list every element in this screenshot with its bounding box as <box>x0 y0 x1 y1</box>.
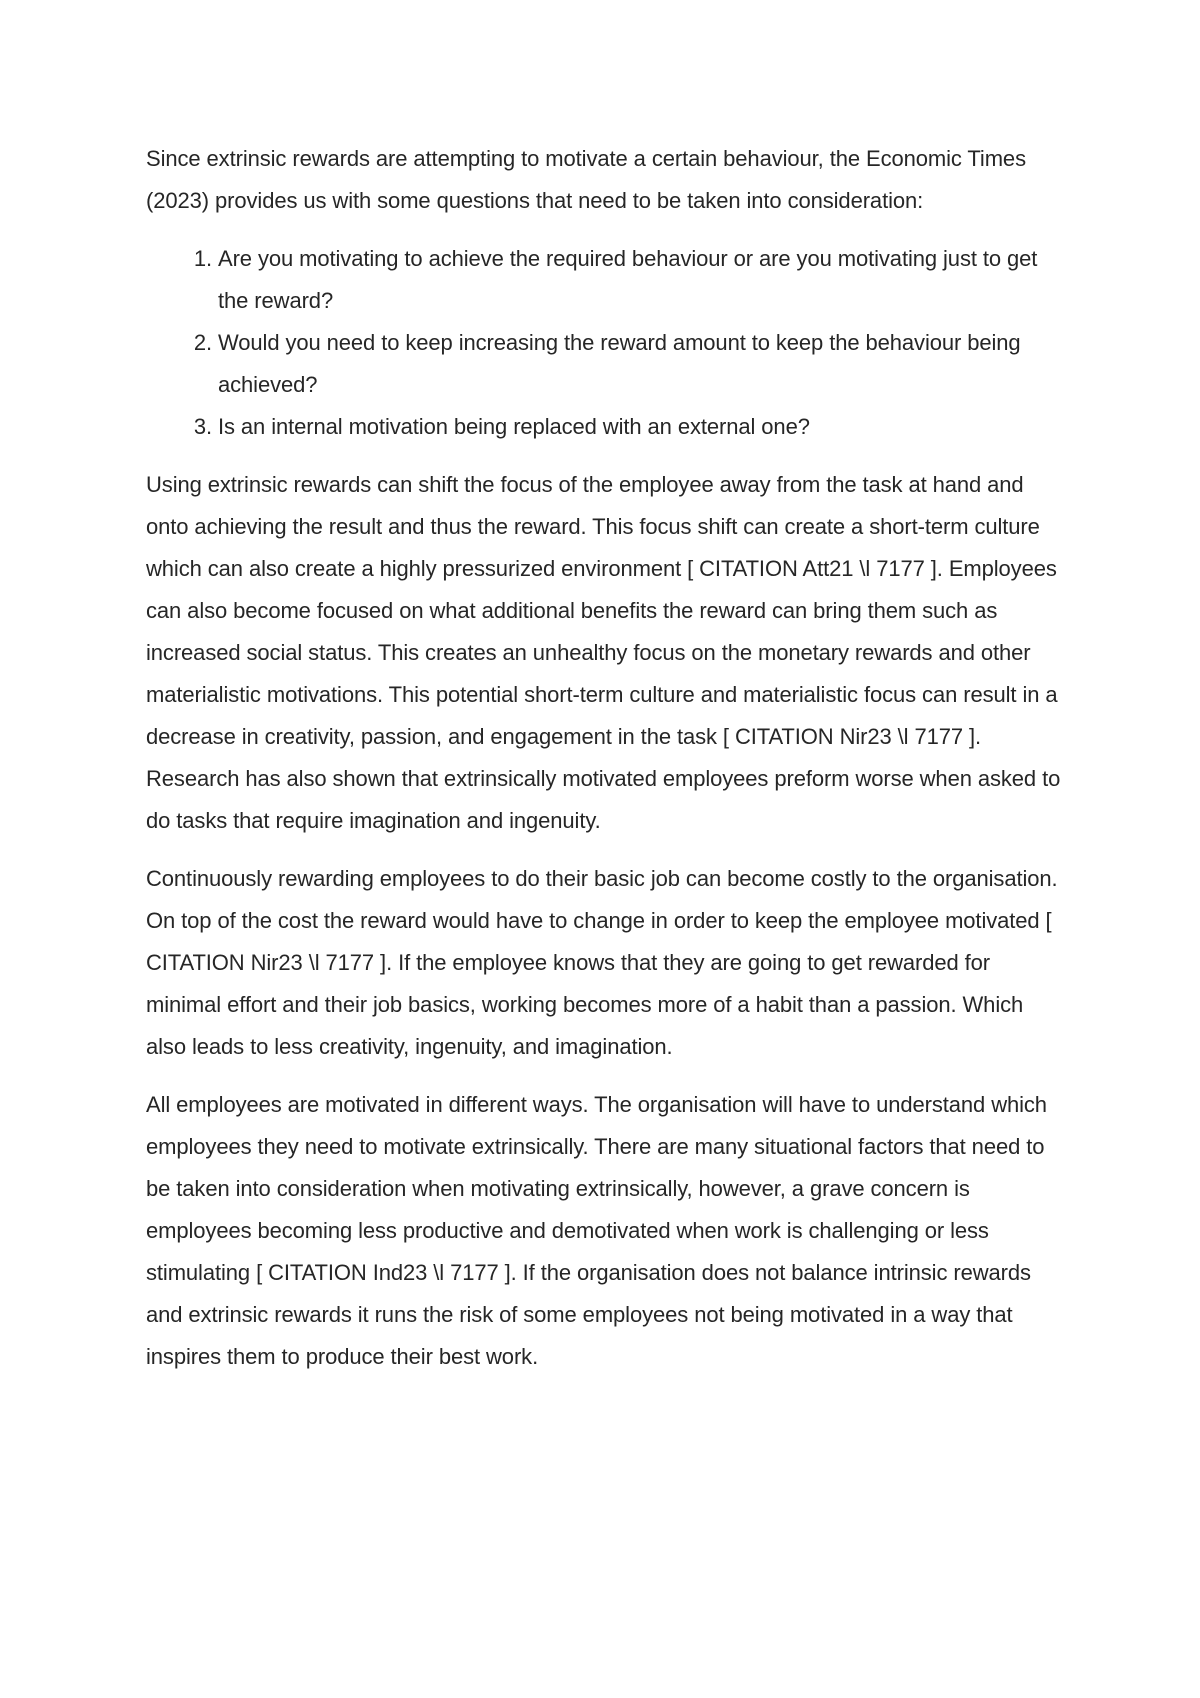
paragraph-cost: Continuously rewarding employees to do their basic job can become costly to the organisation. On top of the cost the reward would have to change in order to keep the employee motivated [ CITATION Nir23 \l 7177 ]. If the employee knows that they are going to get rewarded for minimal effort and their job basics, working becomes more of a habit than a passion. Which also leads to less creativity, ingenuity, and imagination. <box>146 866 1058 1059</box>
document-body <box>146 138 1068 1394</box>
paragraph-conclusion: All employees are motivated in different ways. The organisation will have to understand which employees they need to motivate extrinsically. There are many situational factors that need to be taken into consideration when motivating extrinsically, however, a grave concern is employees becoming less productive and demotivated when work is challenging or less stimulating [ CITATION Ind23 \l 7177 ]. If the organisation does not balance intrinsic rewards and extrinsic rewards it runs the risk of some employees not being motivated in a way that inspires them to produce their best work. <box>146 1092 1047 1369</box>
list-item: 1. Are you motivating to achieve the required behaviour or are you motivating just to get the reward? <box>218 238 1068 322</box>
list-item: 2. Would you need to keep increasing the reward amount to keep the behaviour being achieved? <box>218 322 1068 406</box>
paragraph-focus-shift: Using extrinsic rewards can shift the focus of the employee away from the task at hand and onto achieving the result and thus the reward. This focus shift can create a short-term culture which can also create a highly pressurized environment [ CITATION Att21 \l 7177 ]. Employees can also become focused on what additional benefits the reward can bring them such as increased social status. This creates an unhealthy focus on the monetary rewards and other materialistic motivations. This potential short-term culture and materialistic focus can result in a decrease in creativity, passion, and engagement in the task [ CITATION Nir23 \l 7177 ]. Research has also shown that extrinsically motivated employees preform worse when asked to do tasks that require imagination and ingenuity. <box>146 472 1061 833</box>
list-item: 3. Is an internal motivation being replaced with an external one? <box>218 406 1068 448</box>
paragraph-intro: Since extrinsic rewards are attempting to motivate a certain behaviour, the Economic Times (2023) provides us with some questions that need to be taken into consideration: <box>146 146 1026 213</box>
questions-list <box>146 238 1068 448</box>
